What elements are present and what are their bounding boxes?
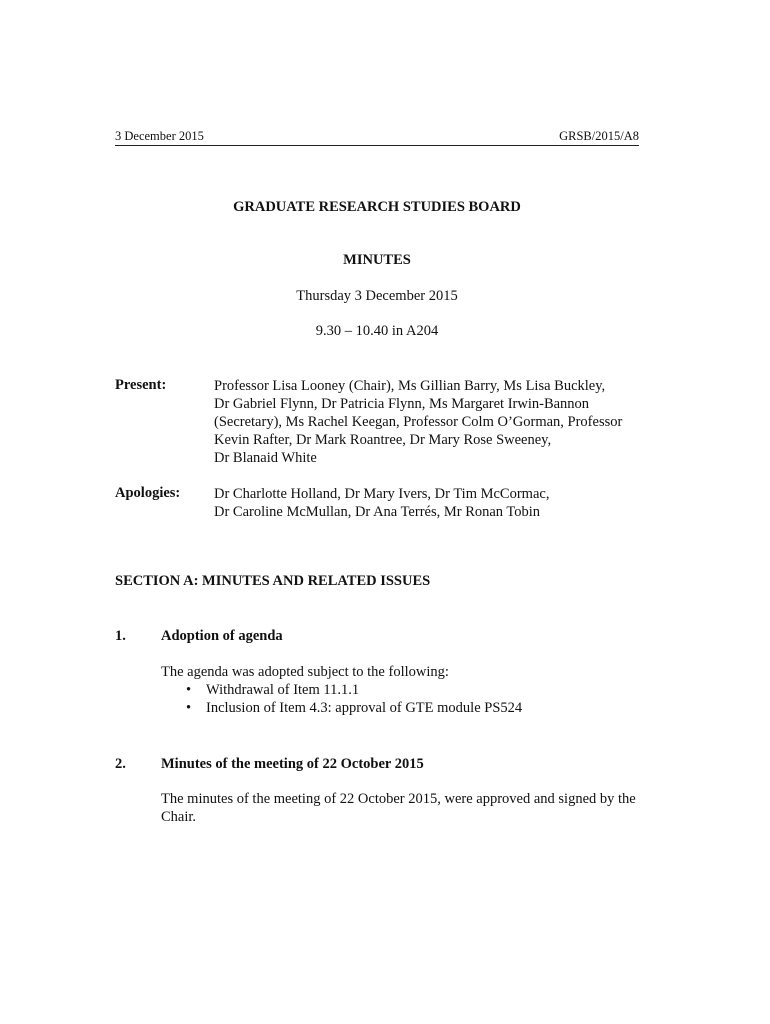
document-title: MINUTES	[343, 252, 411, 268]
header-date: 3 December 2015	[115, 129, 204, 143]
item-2-text-line: Chair.	[161, 809, 197, 825]
board-title: GRADUATE RESEARCH STUDIES BOARD	[233, 199, 521, 215]
item-2-text	[161, 790, 661, 826]
bullet-text: Withdrawal of Item 11.1.1	[206, 682, 360, 698]
item-2-number: 2.	[115, 756, 126, 772]
item-1-number: 1.	[115, 628, 126, 644]
bullet-text: Inclusion of Item 4.3: approval of GTE module PS524	[206, 700, 523, 716]
apologies-line: Dr Caroline McMullan, Dr Ana Terrés, Mr Ronan Tobin	[214, 504, 541, 520]
present-line: Professor Lisa Looney (Chair), Ms Gillian Barry, Ms Lisa Buckley,	[214, 378, 606, 394]
apologies-list	[214, 485, 654, 521]
bullet-icon: •	[186, 700, 192, 716]
item-2-title: Minutes of the meeting of 22 October 2015	[161, 756, 424, 772]
item-2-text-line: The minutes of the meeting of 22 October 2015, were approved and signed by the	[161, 791, 636, 807]
header-reference: GRSB/2015/A8	[559, 129, 639, 143]
page-header	[115, 128, 639, 146]
present-list	[214, 377, 654, 467]
item-1-text: The agenda was adopted subject to the following:	[161, 664, 449, 680]
present-line: Kevin Rafter, Dr Mark Roantree, Dr Mary Rose Sweeney,	[214, 432, 552, 448]
bullet-icon: •	[186, 682, 192, 698]
present-line: Dr Gabriel Flynn, Dr Patricia Flynn, Ms Margaret Irwin-Bannon	[214, 396, 590, 412]
apologies-label: Apologies:	[115, 485, 181, 501]
meeting-time-location: 9.30 – 10.40 in A204	[315, 323, 439, 339]
section-a-title: SECTION A: MINUTES AND RELATED ISSUES	[115, 573, 431, 589]
present-line: (Secretary), Ms Rachel Keegan, Professor Colm O’Gorman, Professor	[214, 414, 623, 430]
present-label: Present:	[115, 377, 167, 393]
present-line: Dr Blanaid White	[214, 450, 317, 466]
list-item	[161, 681, 522, 699]
item-1-bullet-list	[161, 681, 522, 717]
item-1-title: Adoption of agenda	[161, 628, 283, 644]
meeting-date: Thursday 3 December 2015	[296, 288, 458, 304]
list-item	[161, 699, 522, 717]
apologies-line: Dr Charlotte Holland, Dr Mary Ivers, Dr Tim McCormac,	[214, 486, 550, 502]
